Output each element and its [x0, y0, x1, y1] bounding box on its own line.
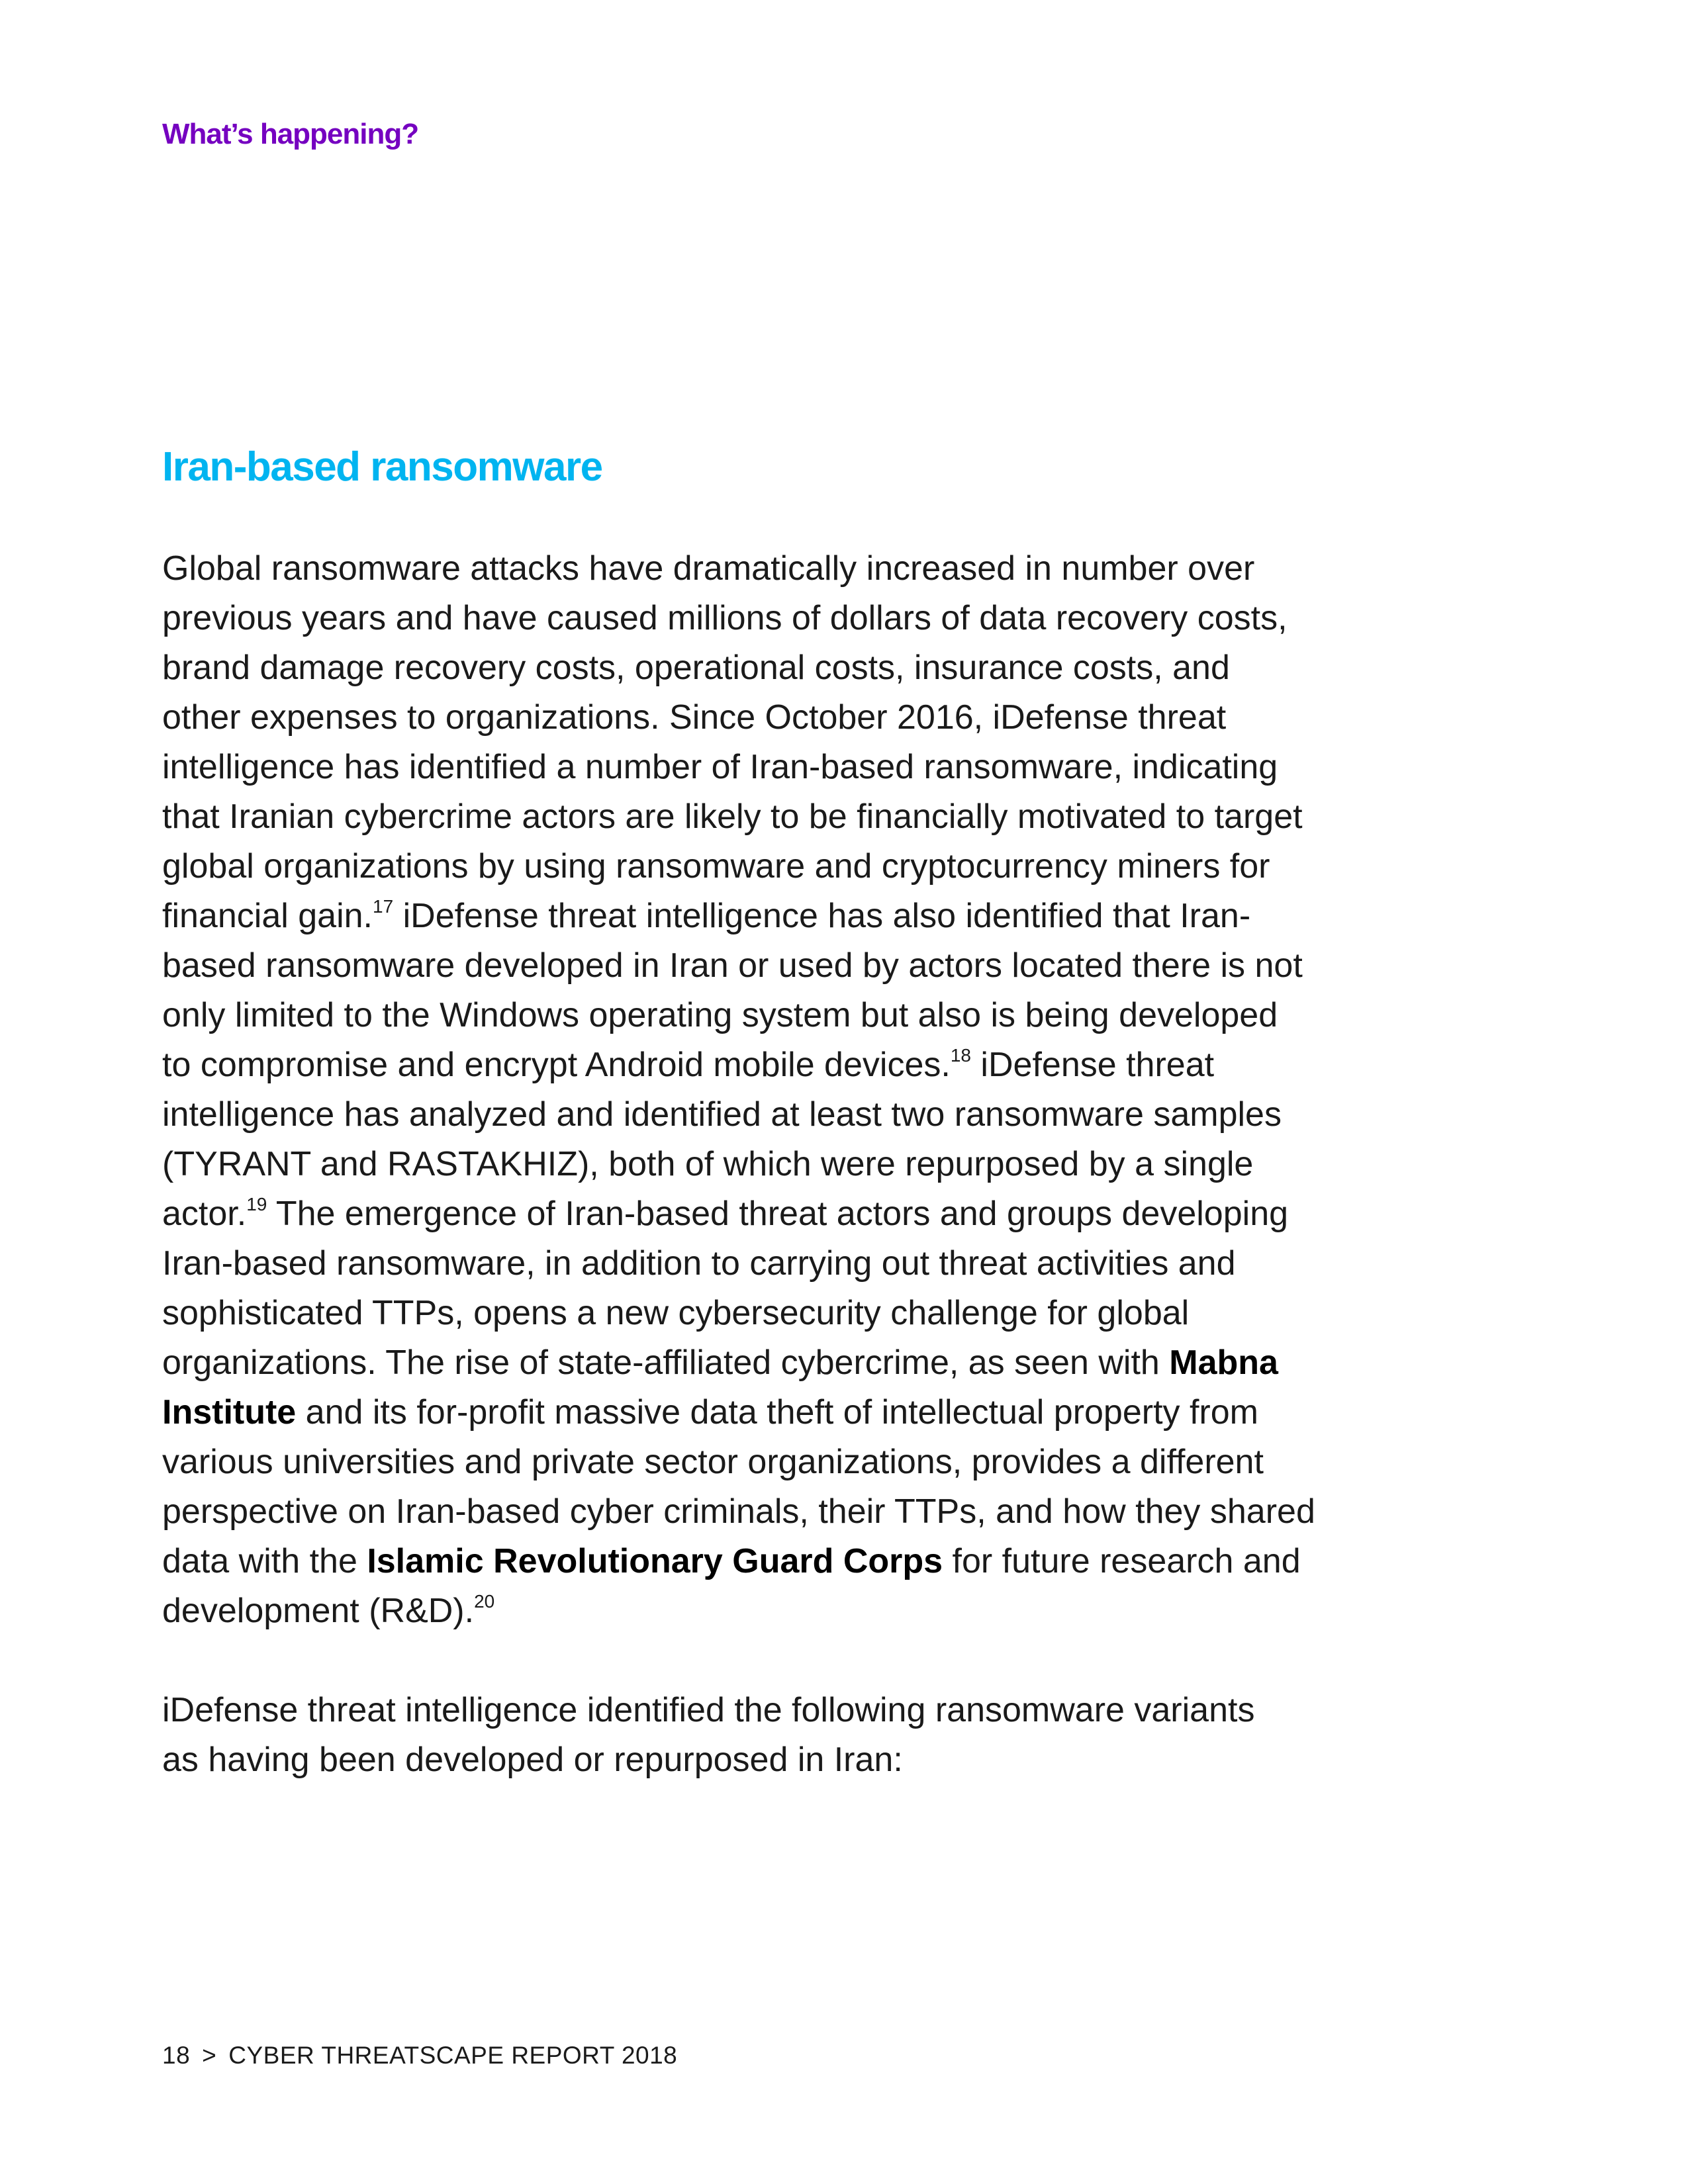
bold-irgc: Islamic Revolutionary Guard Corps	[367, 1542, 943, 1580]
text-line: (TYRANT and RASTAKHIZ), both of which were repurposed by a single	[162, 1145, 1254, 1183]
text-line: Global ransomware attacks have dramatically increased in number over	[162, 549, 1255, 588]
text-line: other expenses to organizations. Since October 2016, iDefense threat	[162, 698, 1227, 737]
text-line: that Iranian cybercrime actors are likely to be financially motivated to target	[162, 797, 1303, 836]
text-segment: for future research and	[943, 1542, 1301, 1580]
text-segment: development (R&D).	[162, 1592, 475, 1630]
text-segment: The emergence of Iran-based threat actors and groups developing	[267, 1195, 1289, 1233]
text-line	[162, 1189, 1433, 1239]
text-line: global organizations by using ransomware and cryptocurrency miners for	[162, 847, 1270, 886]
bold-institute: Institute	[162, 1393, 297, 1432]
text-segment: financial gain.	[162, 897, 373, 935]
text-line: as having been developed or repurposed in Iran:	[162, 1741, 903, 1779]
paragraph-2	[162, 1686, 1433, 1785]
text-line	[162, 1338, 1433, 1388]
text-line	[162, 1040, 1433, 1090]
text-line: perspective on Iran-based cyber criminals, their TTPs, and how they shared	[162, 1492, 1315, 1531]
text-segment: organizations. The rise of state-affiliated cybercrime, as seen with	[162, 1343, 1170, 1382]
text-line	[162, 1388, 1433, 1437]
text-line	[162, 891, 1433, 941]
text-line: previous years and have caused millions of dollars of data recovery costs,	[162, 599, 1288, 637]
footnote-17[interactable]: 17	[373, 896, 394, 917]
footnote-18[interactable]: 18	[950, 1045, 971, 1066]
text-line	[162, 1586, 1433, 1636]
text-line	[162, 1537, 1433, 1586]
section-label: What’s happening?	[162, 118, 419, 150]
text-line: brand damage recovery costs, operational costs, insurance costs, and	[162, 649, 1230, 687]
footnote-20[interactable]: 20	[474, 1591, 495, 1612]
paragraph-1	[162, 544, 1433, 1636]
text-segment: data with the	[162, 1542, 367, 1580]
text-line: Iran-based ransomware, in addition to carrying out threat activities and	[162, 1244, 1236, 1283]
text-line: only limited to the Windows operating system but also is being developed	[162, 996, 1278, 1034]
text-line: various universities and private sector organizations, provides a different	[162, 1443, 1264, 1481]
footnote-19[interactable]: 19	[246, 1194, 267, 1214]
text-line: intelligence has analyzed and identified at least two ransomware samples	[162, 1095, 1282, 1134]
text-line: based ransomware developed in Iran or used by actors located there is not	[162, 946, 1303, 985]
text-line: intelligence has identified a number of Iran-based ransomware, indicating	[162, 748, 1278, 786]
footer-separator: >	[202, 2042, 217, 2069]
text-line: iDefense threat intelligence identified the following ransomware variants	[162, 1691, 1255, 1729]
report-title: CYBER THREATSCAPE REPORT 2018	[228, 2042, 678, 2069]
page-number: 18	[162, 2042, 191, 2069]
text-line: sophisticated TTPs, opens a new cybersecurity challenge for global	[162, 1294, 1190, 1332]
text-segment: and its for-profit massive data theft of intellectual property from	[296, 1393, 1258, 1432]
text-segment: actor.	[162, 1195, 247, 1233]
bold-mabna: Mabna	[1169, 1343, 1278, 1382]
article-heading: Iran-based ransomware	[162, 444, 602, 490]
text-segment: to compromise and encrypt Android mobile devices.	[162, 1046, 951, 1084]
text-segment: iDefense threat intelligence has also identified that Iran-	[393, 897, 1251, 935]
text-segment: iDefense threat	[970, 1046, 1215, 1084]
page-footer	[162, 2042, 677, 2070]
